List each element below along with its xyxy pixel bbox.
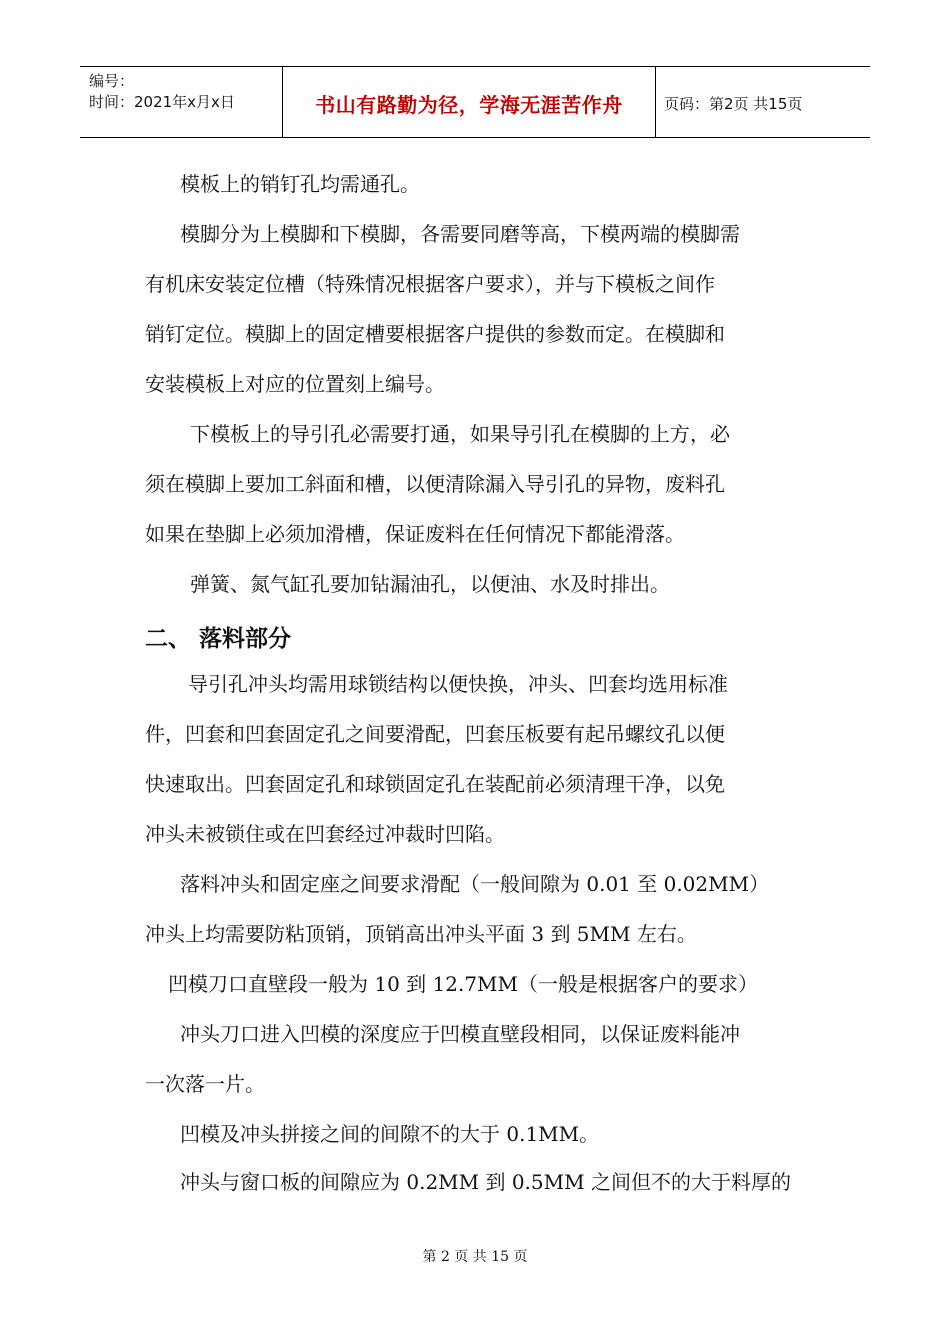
header-page-cell: [655, 67, 870, 137]
body-line: 快速取出。凹套固定孔和球锁固定孔在装配前必须清理干净，以免: [145, 772, 725, 796]
body-line: 件，凹套和凹套固定孔之间要滑配，凹套压板要有起吊螺纹孔以便: [145, 722, 725, 746]
body-line: 凹模及冲头拼接之间的间隙不的大于 0.1MM。: [180, 1122, 600, 1146]
body-line: 安装模板上对应的位置刻上编号。: [145, 372, 445, 396]
body-line: 模板上的销钉孔均需通孔。: [180, 172, 420, 196]
time-label: 时间：2021年x月x日: [89, 93, 235, 111]
page-header: [80, 66, 870, 138]
number-label: 编号：: [89, 72, 135, 90]
motto-text: 书山有路勤为径，学海无涯苦作舟: [315, 93, 623, 117]
body-line: 弹簧、氮气缸孔要加钻漏油孔，以便油、水及时排出。: [190, 572, 670, 596]
body-line: 销钉定位。模脚上的固定槽要根据客户提供的参数而定。在模脚和: [145, 322, 725, 346]
body-line: 凹模刀口直壁段一般为 10 到 12.7MM（一般是根据客户的要求）: [168, 972, 759, 996]
body-line: 模脚分为上模脚和下模脚，各需要同磨等高，下模两端的模脚需: [180, 222, 740, 246]
body-line: 一次落一片。: [145, 1072, 265, 1096]
body-line: 冲头刀口进入凹模的深度应于凹模直壁段相同，以保证废料能冲: [180, 1022, 740, 1046]
section-heading: 二、 落料部分: [145, 626, 292, 652]
body-line: 导引孔冲头均需用球锁结构以便快换，冲头、凹套均选用标准: [188, 672, 728, 696]
page-info: 页码：第2页 共15页: [664, 95, 803, 113]
body-line: 冲头未被锁住或在凹套经过冲裁时凹陷。: [145, 822, 505, 846]
body-line: 如果在垫脚上必须加滑槽，保证废料在任何情况下都能滑落。: [145, 522, 685, 546]
body-line: 有机床安装定位槽（特殊情况根据客户要求），并与下模板之间作: [145, 272, 715, 296]
body-line: 下模板上的导引孔必需要打通，如果导引孔在模脚的上方，必: [190, 422, 730, 446]
body-line: 落料冲头和固定座之间要求滑配（一般间隙为 0.01 至 0.02MM）: [180, 872, 770, 896]
header-motto-cell: [282, 67, 656, 137]
header-meta-cell: [80, 67, 281, 137]
page-footer: 第 2 页 共 15 页: [422, 1249, 528, 1265]
body-line: 须在模脚上要加工斜面和槽，以便清除漏入导引孔的异物，废料孔: [145, 472, 725, 496]
body-line: 冲头与窗口板的间隙应为 0.2MM 到 0.5MM 之间但不的大于料厚的: [180, 1170, 791, 1194]
body-line: 冲头上均需要防粘顶销，顶销高出冲头平面 3 到 5MM 左右。: [145, 922, 697, 946]
